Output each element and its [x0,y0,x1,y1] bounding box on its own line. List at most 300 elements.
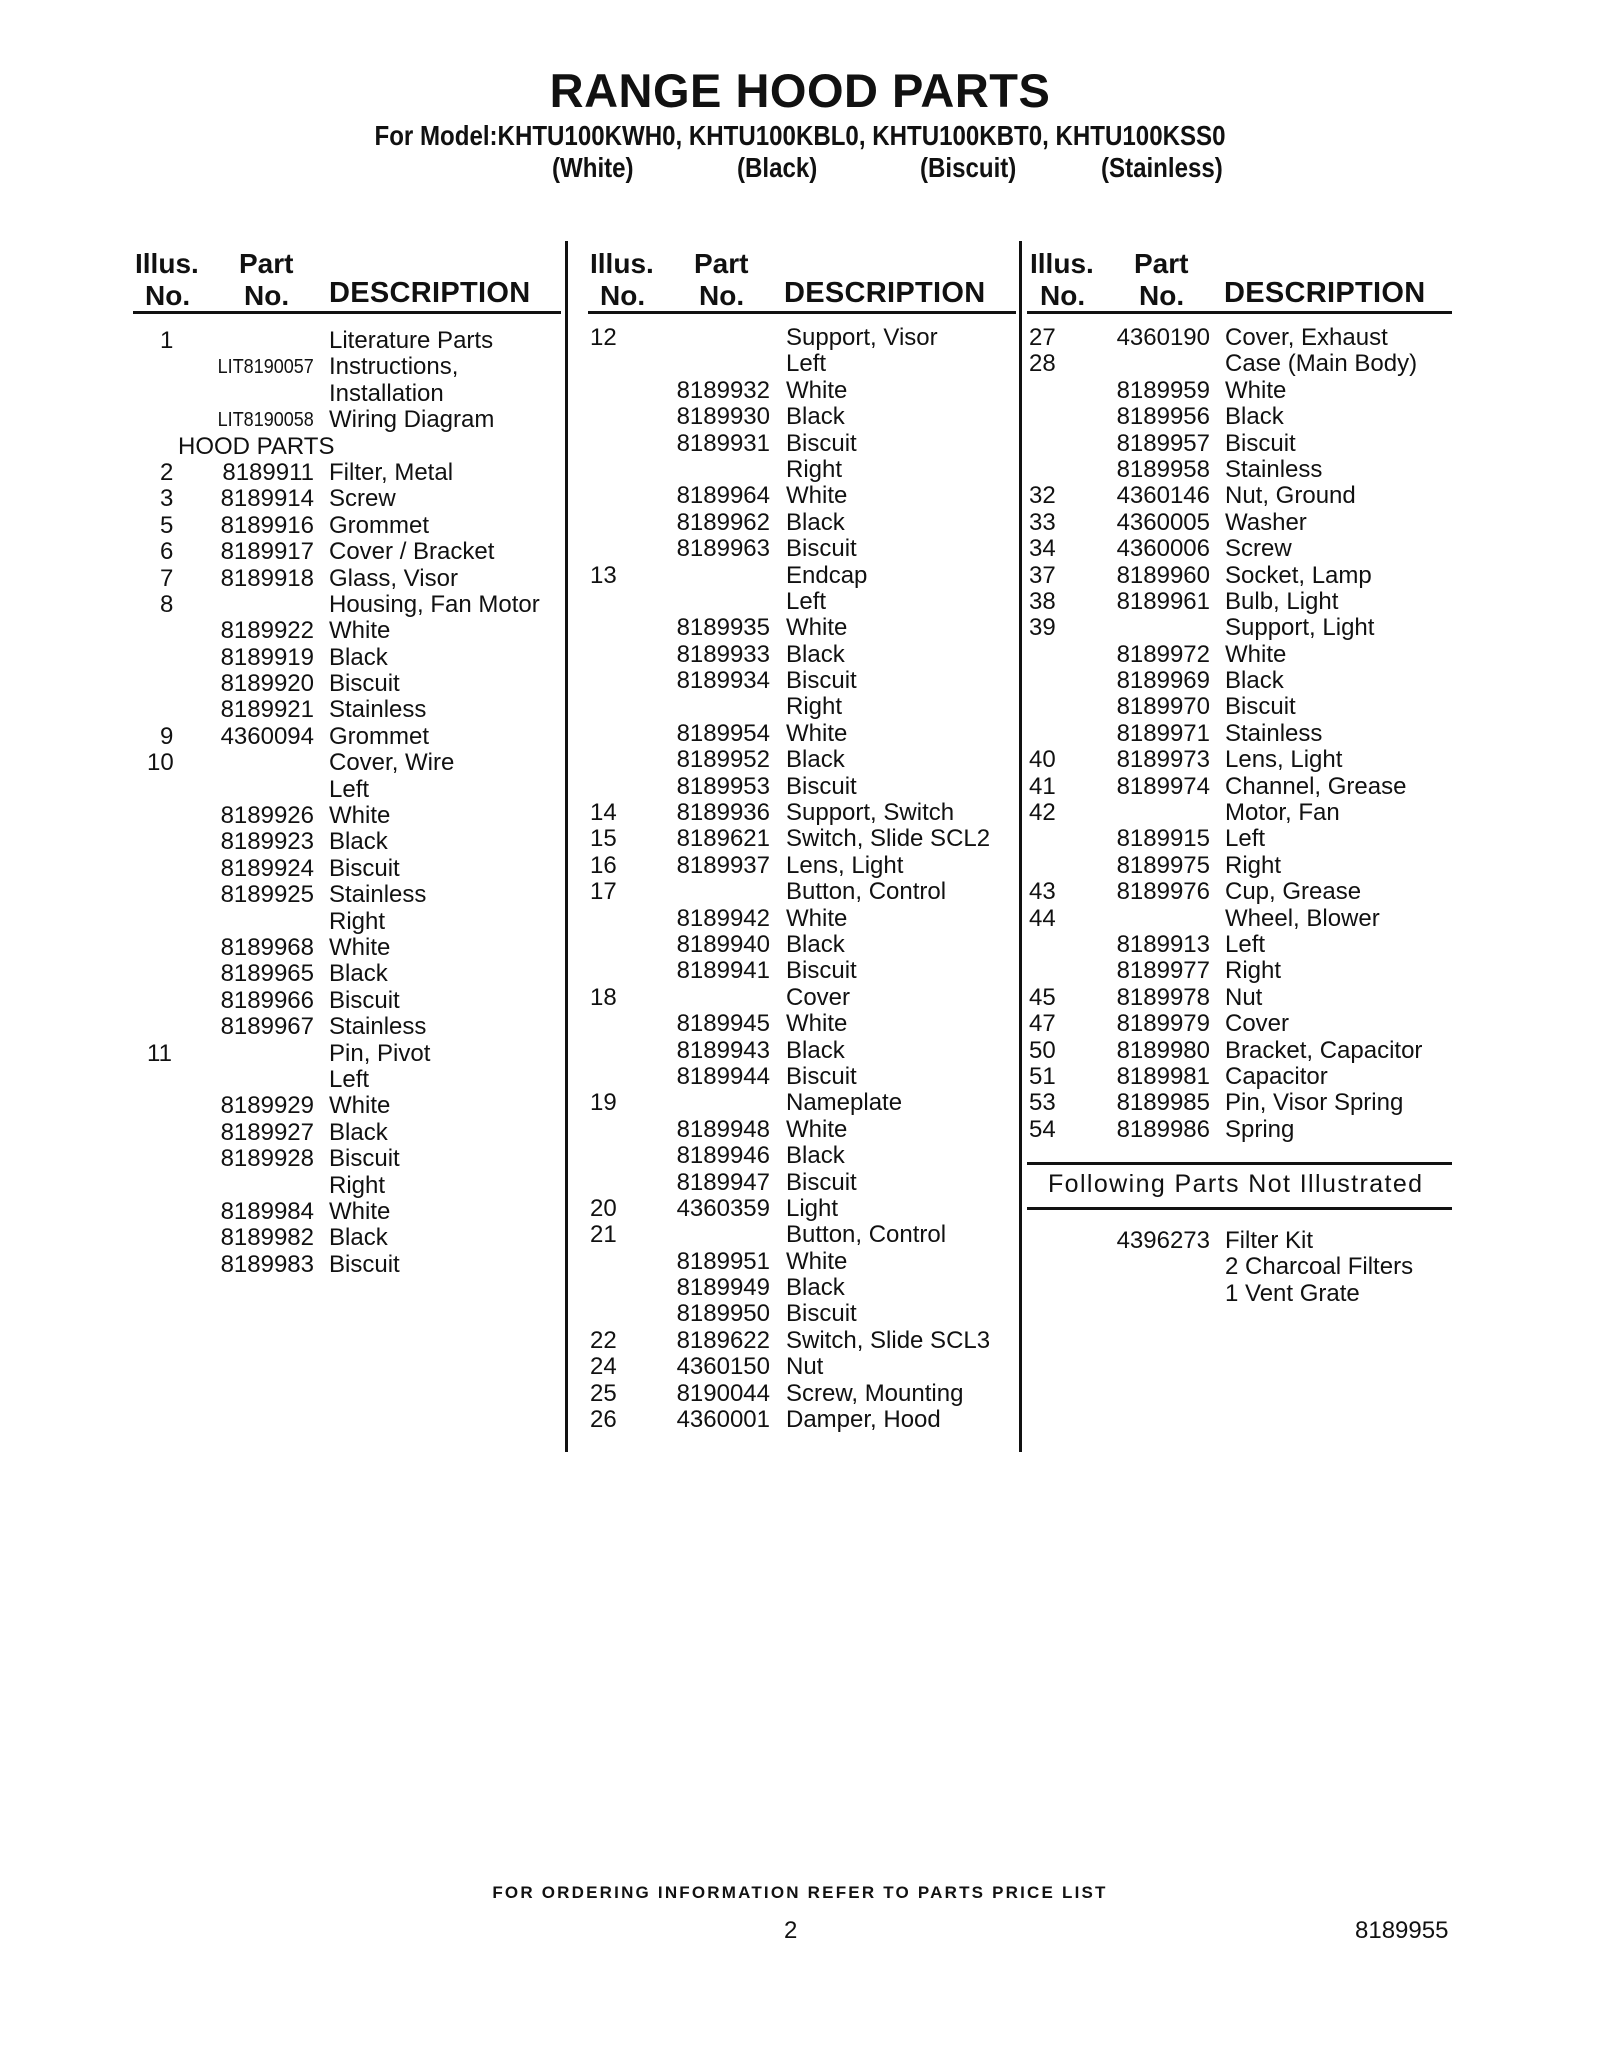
illus-number: 24 [590,1353,617,1381]
part-number: 8189916 [220,511,314,539]
parts-column-1 [135,242,561,312]
parts-row [135,697,565,723]
illus-number: 20 [590,1194,617,1222]
part-description: Biscuit [786,957,857,985]
parts-row [1030,1281,1455,1307]
not-illustrated-list [1030,1228,1455,1307]
parts-row [1030,1064,1455,1090]
part-description: Left [329,775,370,803]
part-description: Black [329,1118,388,1146]
header-rule [133,311,561,314]
parts-row [590,1249,1020,1275]
illus-number: 14 [590,799,617,827]
part-description: Light [786,1194,839,1222]
part-number: 8189982 [220,1224,314,1252]
section-label: HOOD PARTS [178,432,335,460]
illus-number: 53 [1029,1089,1056,1117]
parts-row [590,510,1020,536]
part-number: 8189951 [676,1247,770,1275]
illus-number: 33 [1029,508,1056,536]
part-number: 8189968 [220,933,314,961]
parts-row [135,592,565,618]
part-number: 8189985 [1116,1089,1210,1117]
parts-row [135,750,565,776]
part-description: Black [329,828,388,856]
illus-number: 26 [590,1406,617,1434]
illus-number: 5 [160,511,174,539]
part-number: 4360006 [1116,535,1210,563]
part-number: 8189980 [1116,1036,1210,1064]
parts-row [135,856,565,882]
parts-row [1030,378,1455,404]
parts-row [590,378,1020,404]
parts-row [135,1252,565,1278]
part-number: 8189923 [220,828,314,856]
column-header [135,242,561,312]
illus-number: 42 [1029,799,1056,827]
part-description: Right [1225,851,1282,879]
part-number: 8189945 [676,1010,770,1038]
part-description: Cover [1225,1010,1290,1038]
part-number: 8189936 [676,799,770,827]
part-description: Stainless [329,1013,427,1041]
illus-header-2: No. [145,280,191,311]
part-number: 8189924 [220,854,314,882]
column-header [590,242,1016,312]
illus-number: 39 [1029,614,1056,642]
parts-row [590,826,1020,852]
part-number: 8189976 [1116,878,1210,906]
part-description: Right [329,1171,386,1199]
part-description: Black [1225,667,1284,695]
parts-row [135,354,565,380]
parts-row [135,1173,565,1199]
variant-white: (White) [552,152,634,183]
illus-number: 11 [147,1039,172,1067]
part-description: Biscuit [786,772,857,800]
parts-row [590,1354,1020,1380]
part-number: 8189914 [220,485,314,513]
illus-number: 21 [590,1221,617,1249]
parts-row [590,853,1020,879]
part-description: Biscuit [1225,429,1296,457]
part-description: Grommet [329,722,430,750]
part-description: Support, Switch [786,799,955,827]
not-illustrated-heading: Following Parts Not Illustrated [1048,1170,1424,1198]
part-description: Biscuit [786,429,857,457]
parts-row [590,404,1020,430]
part-description: Right [1225,957,1282,985]
part-description: White [786,719,848,747]
part-number: 8189929 [220,1092,314,1120]
part-header-2: No. [699,280,745,311]
part-number: 8189986 [1116,1115,1210,1143]
parts-row [590,563,1020,589]
part-number: 8189949 [676,1274,770,1302]
part-number: 8189942 [676,904,770,932]
header-rule [588,311,1016,314]
parts-row [590,457,1020,483]
parts-row [1030,932,1455,958]
parts-row [135,460,565,486]
page-number: 2 [784,1917,798,1944]
part-description: Black [329,960,388,988]
part-number: 8189937 [676,851,770,879]
parts-row [135,1225,565,1251]
illus-number: 25 [590,1379,617,1407]
part-number: 8189920 [220,670,314,698]
part-number: 8189952 [676,746,770,774]
parts-list-3 [1030,325,1455,1143]
column-divider [1019,241,1022,1452]
parts-row [135,1120,565,1146]
parts-row [590,1038,1020,1064]
illus-number: 50 [1029,1036,1056,1064]
part-description: Installation [329,379,444,407]
parts-row [590,1143,1020,1169]
illus-number: 37 [1029,561,1056,589]
part-number: 8189953 [676,772,770,800]
part-description: Switch, Slide SCL3 [786,1326,991,1354]
parts-row [135,381,565,407]
illus-number: 3 [160,485,174,513]
part-number: 8189979 [1116,1010,1210,1038]
part-number: 8189928 [220,1145,314,1173]
column-header [1030,242,1456,312]
header-rule [1027,311,1452,314]
part-description: Left [786,350,827,378]
parts-row [1030,1090,1455,1116]
parts-row [135,1067,565,1093]
part-description: White [786,376,848,404]
illus-number: 47 [1029,1010,1056,1038]
parts-row [1030,589,1455,615]
part-description: Stainless [1225,719,1323,747]
part-description: Biscuit [329,670,400,698]
illus-number: 28 [1029,350,1056,378]
part-number: 8189919 [220,643,314,671]
part-description: Filter Kit [1225,1227,1314,1254]
parts-row [1030,642,1455,668]
illus-number: 18 [590,983,617,1011]
parts-row [135,961,565,987]
parts-row [590,985,1020,1011]
part-description: Cover, Wire [329,749,455,777]
part-number: 8189950 [676,1300,770,1328]
parts-row [1030,774,1455,800]
parts-row [1030,1228,1455,1254]
parts-row [135,407,565,433]
part-description: Nut [1225,983,1263,1011]
part-description: Pin, Pivot [329,1039,431,1067]
parts-row [1030,1038,1455,1064]
variant-black: (Black) [737,152,818,183]
part-description: Screw [329,485,396,513]
illus-number: 1 [160,327,174,354]
column-divider [565,241,568,1452]
parts-row [1030,906,1455,932]
part-description: Right [786,693,843,721]
illus-number: 54 [1029,1115,1056,1143]
illus-number: 6 [160,538,174,566]
illus-number: 17 [590,878,617,906]
part-description: Washer [1225,508,1307,536]
part-description: White [329,617,391,645]
parts-row [135,1041,565,1067]
parts-row [590,483,1020,509]
parts-row [1030,853,1455,879]
part-number: 8189954 [676,719,770,747]
part-number: 8189962 [676,508,770,536]
illus-header-1: Illus. [1030,248,1094,279]
parts-row [1030,721,1455,747]
parts-row [1030,1254,1455,1280]
part-description: Nut [786,1353,824,1381]
part-description: White [786,614,848,642]
part-description: Nut, Ground [1225,482,1356,510]
not-illustrated-rule-top [1027,1162,1452,1165]
part-description: Literature Parts [329,327,494,354]
part-description: Cover [786,983,851,1011]
parts-row [590,1381,1020,1407]
part-description: Grommet [329,511,430,539]
part-description: Bulb, Light [1225,587,1339,615]
part-number: 8189972 [1116,640,1210,668]
description-header: DESCRIPTION [784,277,986,309]
part-description: Left [1225,930,1266,958]
parts-row [135,909,565,935]
part-number: 4396273 [1116,1227,1210,1254]
illus-number: 22 [590,1326,617,1354]
parts-row [590,351,1020,377]
part-description: Black [786,508,845,536]
parts-row [1030,1011,1455,1037]
document-number: 8189955 [1355,1917,1449,1944]
parts-row [590,668,1020,694]
part-number: 8189932 [676,376,770,404]
part-header-1: Part [1134,248,1189,279]
part-number: 4360150 [676,1353,770,1381]
parts-row [1030,615,1455,641]
parts-list-1 [135,328,565,1278]
part-description: Black [786,1274,845,1302]
part-description: Black [786,1036,845,1064]
illus-number: 19 [590,1089,617,1117]
illus-header-2: No. [1040,280,1086,311]
part-description: Black [329,643,388,671]
part-number: 8189934 [676,667,770,695]
parts-row [590,800,1020,826]
parts-row [590,1196,1020,1222]
parts-row [590,721,1020,747]
part-description: Wiring Diagram [329,406,495,434]
parts-row [135,935,565,961]
parts-row [590,958,1020,984]
part-header-1: Part [239,248,294,279]
part-number: 8189927 [220,1118,314,1146]
part-description: Black [786,746,845,774]
illus-header-1: Illus. [135,248,199,279]
part-number: 8189966 [220,986,314,1014]
part-description: Motor, Fan [1225,799,1340,827]
illus-number: 51 [1029,1062,1056,1090]
part-description: White [786,1247,848,1275]
parts-row [1030,1117,1455,1143]
illus-number: 16 [590,851,617,879]
part-description: Button, Control [786,1221,947,1249]
part-description: Biscuit [329,1250,400,1278]
part-description: Biscuit [786,667,857,695]
part-description: Switch, Slide SCL2 [786,825,991,853]
parts-row [1030,536,1455,562]
part-description: Black [786,930,845,958]
parts-list-2 [590,325,1020,1433]
parts-row [1030,457,1455,483]
model-numbers: For Model:KHTU100KWH0, KHTU100KBL0, KHTU100KBT0, KHTU100KSS0 [374,120,1226,151]
part-number: 8189981 [1116,1062,1210,1090]
parts-row [590,642,1020,668]
illus-header-2: No. [600,280,646,311]
part-number: 4360190 [1116,324,1210,351]
parts-row [135,1199,565,1225]
part-number: 8189621 [676,825,770,853]
part-description: Endcap [786,561,868,589]
part-number: 8189958 [1116,455,1210,483]
parts-row [590,1090,1020,1116]
parts-row [1030,563,1455,589]
parts-row [135,1014,565,1040]
parts-row [135,671,565,697]
part-description: Socket, Lamp [1225,561,1372,589]
part-number: 8189960 [1116,561,1210,589]
part-description: Glass, Visor [329,564,458,592]
part-number: 8189622 [676,1326,770,1354]
parts-row [590,1011,1020,1037]
part-description: Instructions, [329,353,459,381]
parts-row [590,906,1020,932]
part-number: 8189913 [1116,930,1210,958]
part-description: White [786,1115,848,1143]
part-description: Biscuit [786,1168,857,1196]
parts-row [590,1170,1020,1196]
parts-row [1030,351,1455,377]
parts-row [135,645,565,671]
parts-row [135,539,565,565]
part-description: Biscuit [786,1062,857,1090]
parts-row [135,882,565,908]
part-description: Button, Control [786,878,947,906]
illus-number: 12 [590,324,617,351]
part-description: White [329,1197,391,1225]
parts-row [135,513,565,539]
parts-row [1030,826,1455,852]
part-description: Biscuit [786,1300,857,1328]
parts-row [590,694,1020,720]
ordering-footer: FOR ORDERING INFORMATION REFER TO PARTS PRICE LIST [492,1883,1108,1902]
part-description: Bracket, Capacitor [1225,1036,1423,1064]
part-number: 8189961 [1116,587,1210,615]
illus-number: 38 [1029,587,1056,615]
illus-number: 15 [590,825,617,853]
part-description: 2 Charcoal Filters [1225,1253,1414,1281]
part-description: Cup, Grease [1225,878,1362,906]
part-description: White [786,904,848,932]
part-description: Black [786,403,845,431]
part-description: Nameplate [786,1089,903,1117]
part-header-2: No. [1139,280,1185,311]
part-description: Screw [1225,535,1292,563]
illus-number: 10 [147,749,174,777]
part-description: White [329,1092,391,1120]
part-number: 8189969 [1116,667,1210,695]
part-number: 8189922 [220,617,314,645]
parts-row [135,486,565,512]
parts-row [1030,879,1455,905]
part-number: 4360094 [220,722,314,750]
part-number: 8189941 [676,957,770,985]
part-description: Support, Visor [786,324,938,351]
parts-row [1030,800,1455,826]
part-description: Pin, Visor Spring [1225,1089,1404,1117]
parts-row [590,747,1020,773]
parts-row [590,774,1020,800]
part-number: 8189973 [1116,746,1210,774]
part-description: Black [1225,403,1284,431]
parts-row [590,1275,1020,1301]
parts-row [1030,694,1455,720]
parts-row [1030,985,1455,1011]
parts-row [135,618,565,644]
part-number: 8189933 [676,640,770,668]
parts-row [1030,958,1455,984]
illus-number: 27 [1029,324,1056,351]
part-description: Cover, Exhaust [1225,324,1388,351]
part-number: 8189974 [1116,772,1210,800]
part-header-2: No. [244,280,290,311]
parts-row [135,566,565,592]
part-description: Black [786,640,845,668]
part-description: Case (Main Body) [1225,350,1418,378]
part-description: 1 Vent Grate [1225,1279,1360,1307]
part-number: 8189911 [222,458,314,486]
part-description: Lens, Light [786,851,904,879]
parts-row [590,589,1020,615]
part-number: 8189943 [676,1036,770,1064]
part-number: 8189930 [676,403,770,431]
part-number: 8189915 [1116,825,1210,853]
part-description: Left [1225,825,1266,853]
part-description: Biscuit [329,854,400,882]
part-description: Biscuit [329,1145,400,1173]
part-description: Damper, Hood [786,1406,941,1434]
variant-stainless: (Stainless) [1101,152,1223,183]
parts-row [590,1407,1020,1433]
part-number: 4360005 [1116,508,1210,536]
part-number: LIT8190058 [217,409,314,432]
illus-number: 44 [1029,904,1056,932]
variant-biscuit: (Biscuit) [920,152,1017,183]
illus-number: 43 [1029,878,1056,906]
parts-column-2 [590,242,1016,312]
parts-row [135,434,565,460]
part-description: Stainless [329,881,427,909]
part-number: 4360146 [1116,482,1210,510]
part-number: 8189956 [1116,403,1210,431]
parts-row [590,1064,1020,1090]
part-description: White [786,482,848,510]
illus-number: 34 [1029,535,1056,563]
description-header: DESCRIPTION [329,277,531,309]
